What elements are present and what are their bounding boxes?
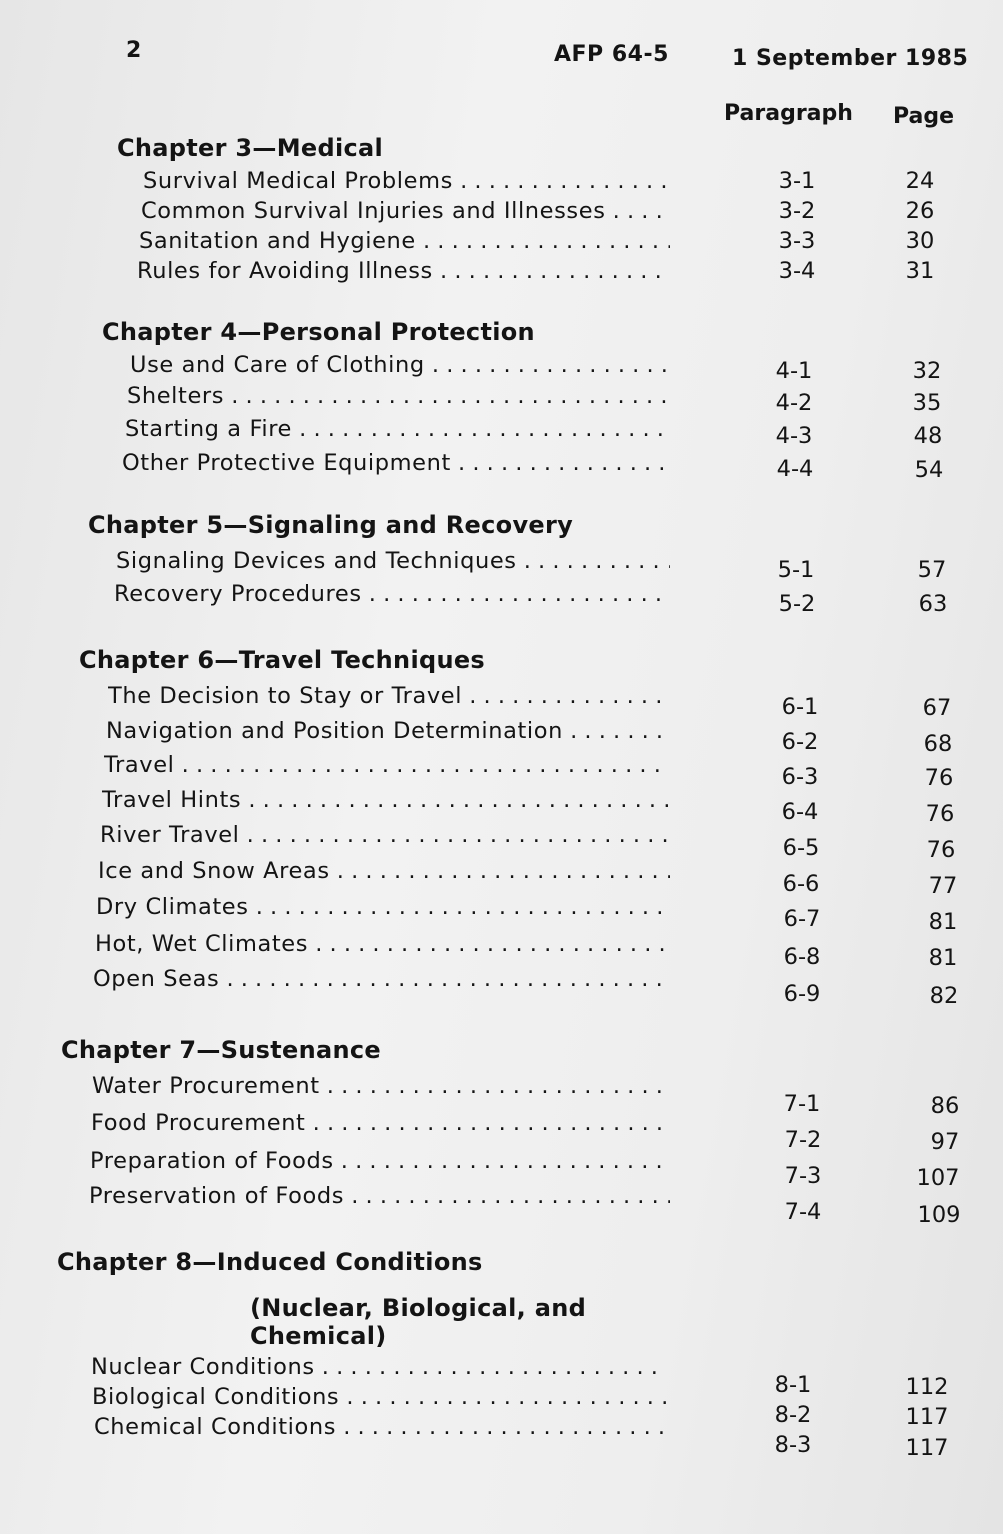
entry-paragraph: 6-9 <box>783 981 821 1007</box>
entry-paragraph: 4-3 <box>775 423 813 449</box>
entry-title: Sanitation and Hygiene . . . <box>139 228 670 254</box>
entry-paragraph: 6-4 <box>781 799 819 825</box>
entry-paragraph: 6-2 <box>781 729 819 755</box>
entry-title: Hot, Wet Climates . . . <box>95 931 670 957</box>
entry-title: Biological Conditions . . . <box>92 1384 666 1410</box>
entry-page: 112 <box>905 1374 949 1400</box>
entry-title: Use and Care of Clothing . . . <box>130 352 670 378</box>
entry-page: 57 <box>917 557 947 583</box>
entry-page: 76 <box>924 765 954 791</box>
entry-page: 76 <box>926 837 956 863</box>
entry-page: 31 <box>905 258 935 284</box>
entry-title: Preservation of Foods . . . <box>89 1183 670 1209</box>
entry-title: Chemical Conditions . . . <box>94 1414 666 1440</box>
chapter-3-heading: Chapter 3—Medical <box>117 134 384 162</box>
entry-page: 82 <box>929 983 959 1009</box>
entry-title: Shelters . . . <box>127 383 670 409</box>
chapter-4-heading: Chapter 4—Personal Protection <box>102 318 535 346</box>
entry-title: Dry Climates . . . <box>96 894 670 920</box>
chapter-8-heading-line-2: (Nuclear, Biological, and <box>250 1294 587 1322</box>
entry-page: 32 <box>912 358 942 384</box>
entry-paragraph: 6-5 <box>782 835 820 861</box>
entry-paragraph: 6-6 <box>782 871 820 897</box>
document-id: AFP 64-5 <box>554 42 669 67</box>
entry-title: Open Seas . . . <box>93 966 670 992</box>
page-number: 2 <box>126 38 142 63</box>
entry-page: 117 <box>905 1435 949 1461</box>
entry-title: Starting a Fire . . . <box>125 416 670 442</box>
entry-paragraph: 4-2 <box>775 390 813 416</box>
entry-page: 81 <box>928 945 958 971</box>
chapter-7-heading: Chapter 7—Sustenance <box>61 1036 381 1064</box>
entry-page: 35 <box>912 390 942 416</box>
entry-title: Common Survival Injuries and Illnesses . . . <box>141 198 670 224</box>
entry-paragraph: 6-8 <box>783 944 821 970</box>
entry-page: 63 <box>918 591 948 617</box>
entry-paragraph: 4-1 <box>775 358 813 384</box>
entry-page: 86 <box>930 1093 960 1119</box>
entry-title: Travel . . . <box>104 752 670 778</box>
entry-page: 81 <box>928 909 958 935</box>
entry-page: 97 <box>930 1129 960 1155</box>
entry-paragraph: 7-2 <box>784 1127 822 1153</box>
entry-paragraph: 3-1 <box>778 168 816 194</box>
chapter-8-heading-line-1: Chapter 8—Induced Conditions <box>57 1248 483 1276</box>
entry-paragraph: 8-1 <box>774 1372 812 1398</box>
entry-paragraph: 8-2 <box>774 1402 812 1428</box>
entry-paragraph: 6-7 <box>783 906 821 932</box>
entry-title: Other Protective Equipment . . . <box>122 450 670 476</box>
entry-title: Travel Hints . . . <box>102 787 670 813</box>
entry-paragraph: 6-3 <box>781 764 819 790</box>
entry-paragraph: 3-4 <box>778 258 816 284</box>
entry-title: Signaling Devices and Techniques . . . <box>116 548 670 574</box>
entry-title: Water Procurement . . . <box>92 1073 670 1099</box>
page-column-header: Page <box>893 104 955 129</box>
chapter-8-heading-line-3: Chemical) <box>250 1322 387 1350</box>
entry-page: 117 <box>905 1404 949 1430</box>
paragraph-column-header: Paragraph <box>724 101 853 126</box>
entry-page: 54 <box>914 457 944 483</box>
entry-page: 77 <box>928 873 958 899</box>
entry-page: 24 <box>905 168 935 194</box>
entry-title: Ice and Snow Areas . . . <box>98 858 670 884</box>
entry-title: Nuclear Conditions . . . <box>91 1354 666 1380</box>
entry-paragraph: 6-1 <box>781 694 819 720</box>
entry-title: Survival Medical Problems . . . <box>143 168 670 194</box>
entry-paragraph: 8-3 <box>774 1432 812 1458</box>
document-date: 1 September 1985 <box>732 46 969 71</box>
entry-page: 30 <box>905 228 935 254</box>
entry-page: 76 <box>925 801 955 827</box>
entry-paragraph: 3-3 <box>778 228 816 254</box>
entry-paragraph: 7-3 <box>784 1163 822 1189</box>
entry-title: Preparation of Foods . . . <box>90 1148 670 1174</box>
entry-page: 48 <box>913 423 943 449</box>
entry-page: 26 <box>905 198 935 224</box>
entry-page: 68 <box>923 731 953 757</box>
entry-page: 109 <box>917 1202 961 1228</box>
chapter-5-heading: Chapter 5—Signaling and Recovery <box>88 511 574 539</box>
entry-title: Rules for Avoiding Illness . . . <box>137 258 670 284</box>
entry-page: 67 <box>922 695 952 721</box>
entry-page: 107 <box>916 1165 960 1191</box>
entry-title: Navigation and Position Determination . . . <box>106 718 670 744</box>
chapter-6-heading: Chapter 6—Travel Techniques <box>79 646 485 674</box>
entry-paragraph: 4-4 <box>776 456 814 482</box>
entry-title: River Travel . . . <box>100 822 670 848</box>
entry-paragraph: 7-1 <box>783 1091 821 1117</box>
entry-paragraph: 3-2 <box>778 198 816 224</box>
entry-title: The Decision to Stay or Travel . . . <box>108 683 670 709</box>
entry-paragraph: 7-4 <box>784 1199 822 1225</box>
entry-paragraph: 5-2 <box>778 591 816 617</box>
entry-title: Food Procurement . . . <box>91 1110 670 1136</box>
entry-paragraph: 5-1 <box>777 557 815 583</box>
entry-title: Recovery Procedures . . . <box>114 581 670 607</box>
